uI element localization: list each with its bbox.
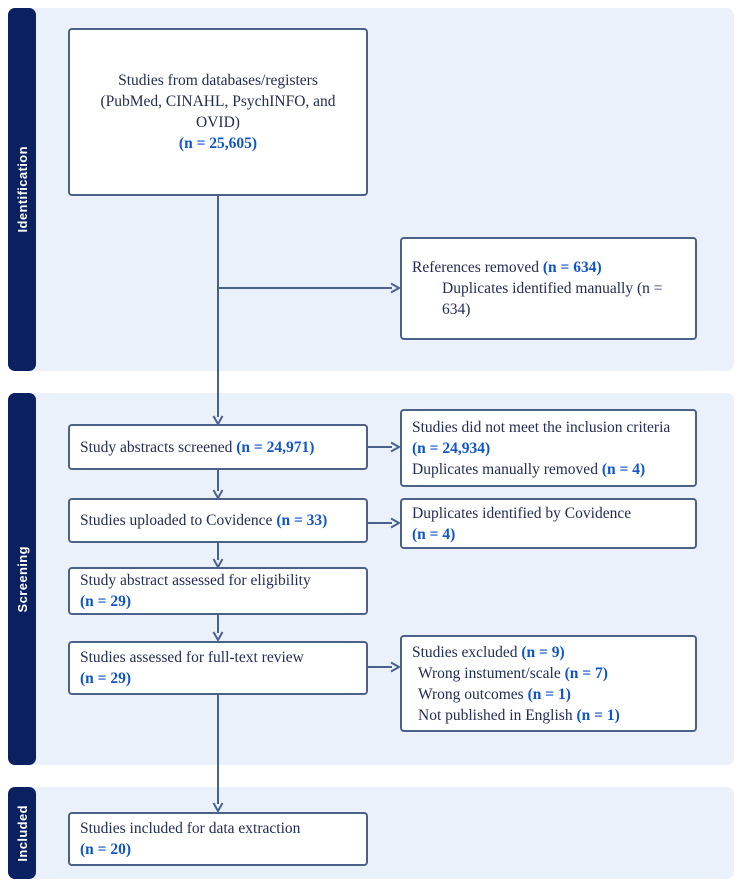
box-not-meet-criteria: Studies did not meet the inclusion criteria (n = 24,934) Duplicates manually removed (n = 4) xyxy=(400,409,697,487)
screening-label: Screening xyxy=(14,545,30,613)
included-label: Included xyxy=(14,804,30,862)
included-label-bar xyxy=(8,787,36,879)
box-included-extraction: Studies included for data extraction (n = 20) xyxy=(68,812,368,866)
box-fulltext-review: Studies assessed for full-text review (n = 29) xyxy=(68,641,368,695)
identification-label-bar xyxy=(8,8,36,371)
box-studies-excluded: Studies excluded (n = 9) Wrong instument/scale (n = 7) Wrong outcomes (n = 1) Not published in English (n = 1) xyxy=(400,635,697,732)
box-abstracts-screened: Study abstracts screened (n = 24,971) xyxy=(68,424,368,470)
identification-label: Identification xyxy=(14,146,30,233)
box-references-removed: References removed (n = 634) Duplicates identified manually (n = 634) xyxy=(400,237,697,340)
box-abstract-eligibility: Study abstract assessed for eligibility (n = 29) xyxy=(68,567,368,615)
box-uploaded-covidence: Studies uploaded to Covidence (n = 33) xyxy=(68,498,368,543)
box-duplicates-covidence: Duplicates identified by Covidence (n = 4) xyxy=(400,498,697,549)
screening-label-bar xyxy=(8,393,36,765)
box-studies-from-databases: Studies from databases/registers (PubMed, CINAHL, PsychINFO, and OVID) (n = 25,605) xyxy=(68,28,368,196)
